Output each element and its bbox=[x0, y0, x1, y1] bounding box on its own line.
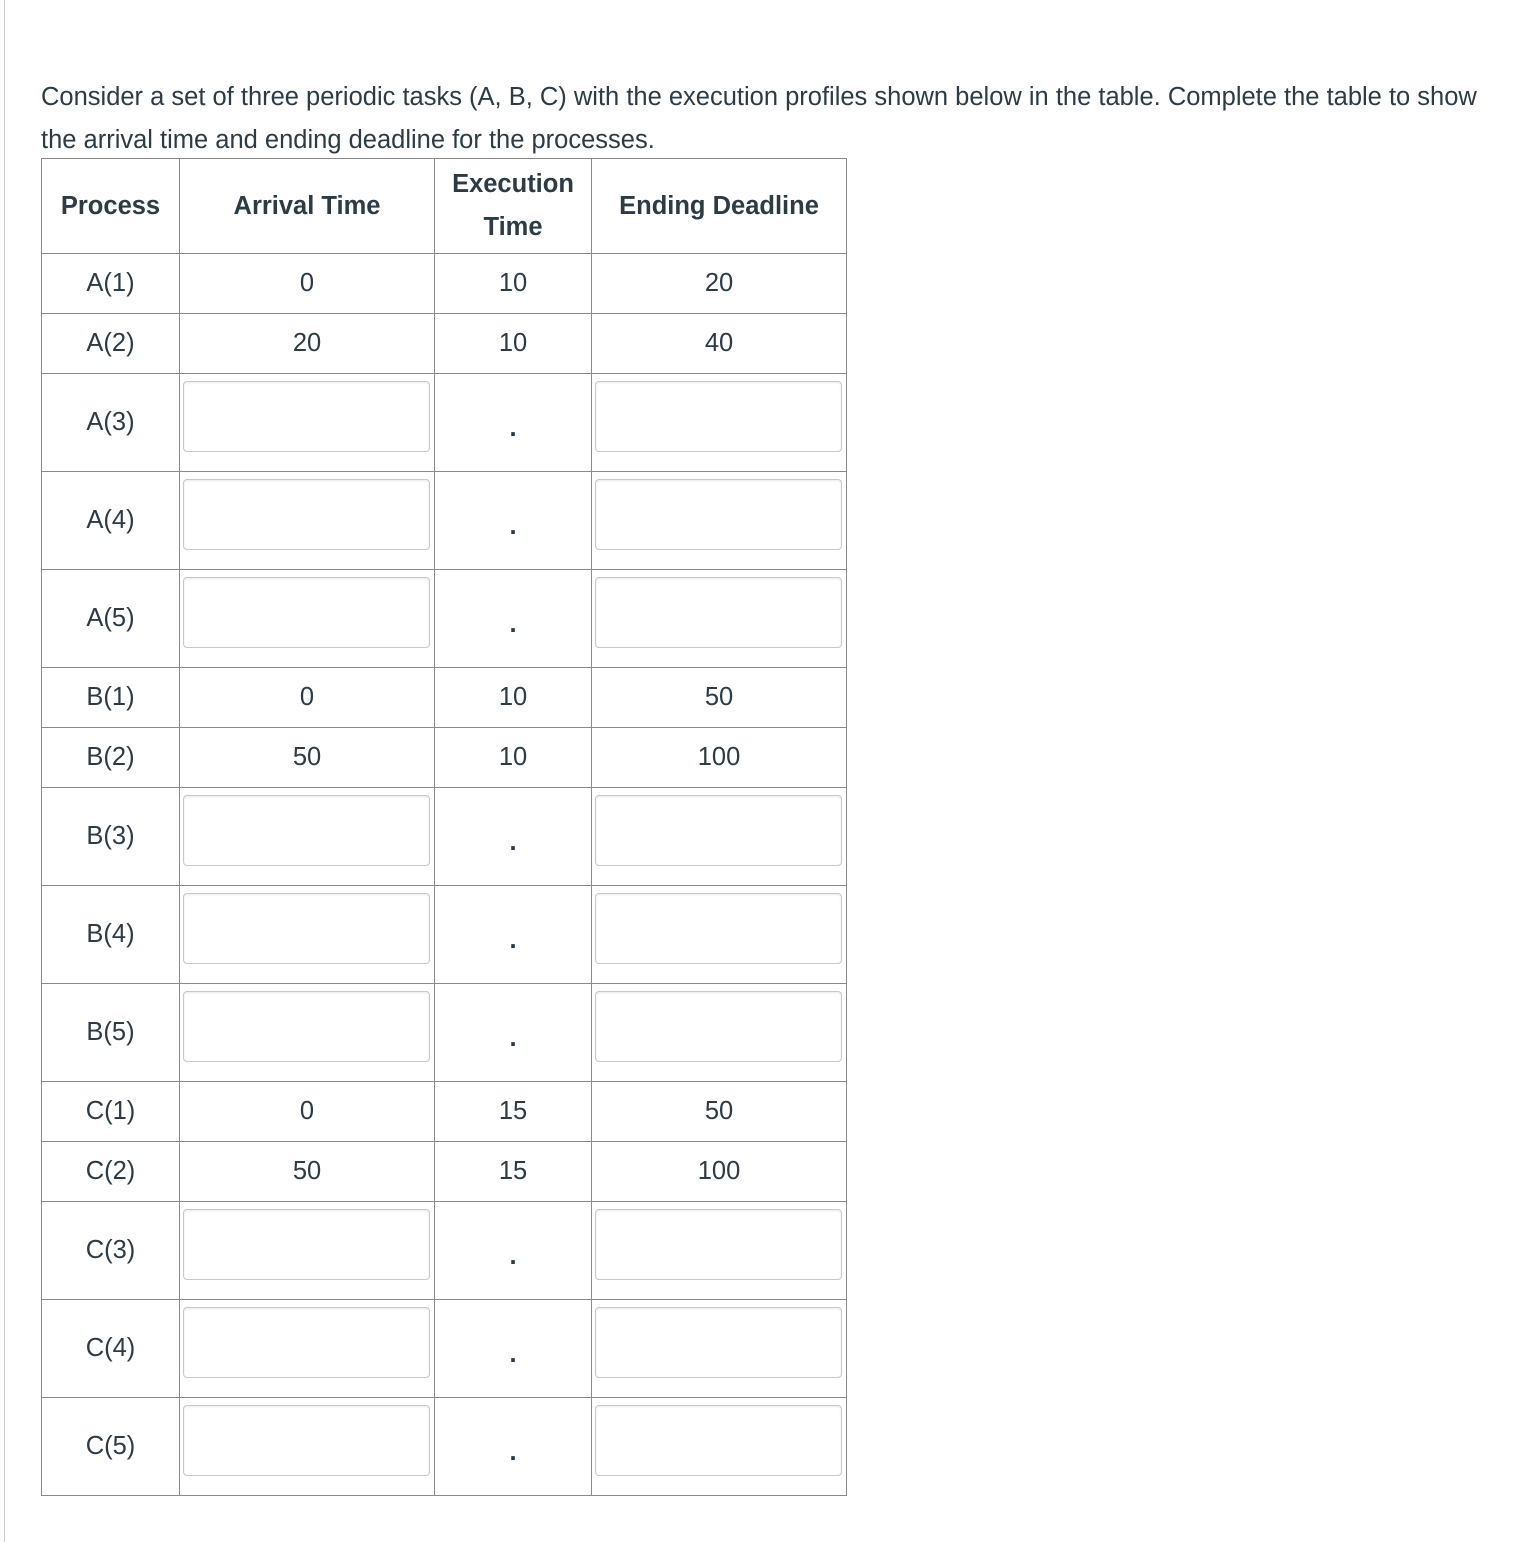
arrival-time-cell: 0 bbox=[180, 1082, 435, 1142]
execution-time-value: . bbox=[509, 610, 517, 638]
page-left-border bbox=[4, 0, 5, 1542]
execution-time-value: . bbox=[509, 414, 517, 442]
process-cell: C(4) bbox=[42, 1300, 180, 1398]
table-row bbox=[42, 788, 847, 886]
arrival-time-input[interactable] bbox=[183, 1209, 430, 1280]
execution-time-value: . bbox=[509, 926, 517, 954]
ending-deadline-input[interactable] bbox=[595, 1209, 842, 1280]
table-row bbox=[42, 1398, 847, 1496]
table-row bbox=[42, 728, 847, 788]
ending-deadline-cell bbox=[592, 1300, 847, 1398]
ending-deadline-cell bbox=[592, 374, 847, 472]
process-cell: A(3) bbox=[42, 374, 180, 472]
arrival-time-cell bbox=[180, 1202, 435, 1300]
header-execution-time bbox=[435, 159, 592, 254]
ending-deadline-cell: 50 bbox=[592, 668, 847, 728]
table-row bbox=[42, 668, 847, 728]
arrival-time-input[interactable] bbox=[183, 577, 430, 648]
process-cell: B(4) bbox=[42, 886, 180, 984]
process-cell: B(1) bbox=[42, 668, 180, 728]
execution-time-cell bbox=[435, 886, 592, 984]
table-row bbox=[42, 374, 847, 472]
arrival-time-cell: 50 bbox=[180, 1142, 435, 1202]
arrival-time-cell: 20 bbox=[180, 314, 435, 374]
execution-time-cell: 10 bbox=[435, 254, 592, 314]
table-row bbox=[42, 1082, 847, 1142]
execution-time-value: . bbox=[509, 1024, 517, 1052]
question-prompt: Consider a set of three periodic tasks (A, B, C) with the execution profiles shown below in the table. Complete the table to show the arrival time and ending deadline for the processes. bbox=[41, 82, 1477, 154]
table-header-row bbox=[42, 159, 847, 254]
ending-deadline-cell: 100 bbox=[592, 728, 847, 788]
arrival-time-cell: 0 bbox=[180, 668, 435, 728]
arrival-time-cell bbox=[180, 886, 435, 984]
arrival-time-cell bbox=[180, 1398, 435, 1496]
table-row bbox=[42, 984, 847, 1082]
execution-time-value: . bbox=[509, 828, 517, 856]
process-cell: B(3) bbox=[42, 788, 180, 886]
task-table bbox=[41, 158, 847, 1496]
execution-time-cell: 15 bbox=[435, 1142, 592, 1202]
execution-time-cell: 10 bbox=[435, 728, 592, 788]
table-row bbox=[42, 472, 847, 570]
arrival-time-input[interactable] bbox=[183, 991, 430, 1062]
execution-time-value: . bbox=[509, 1242, 517, 1270]
execution-time-cell bbox=[435, 984, 592, 1082]
ending-deadline-input[interactable] bbox=[595, 479, 842, 550]
ending-deadline-input[interactable] bbox=[595, 1307, 842, 1378]
arrival-time-cell bbox=[180, 1300, 435, 1398]
header-ending-deadline: Ending Deadline bbox=[592, 159, 847, 254]
table-row bbox=[42, 1300, 847, 1398]
arrival-time-input[interactable] bbox=[183, 893, 430, 964]
execution-time-value: . bbox=[509, 1340, 517, 1368]
arrival-time-cell: 50 bbox=[180, 728, 435, 788]
ending-deadline-input[interactable] bbox=[595, 991, 842, 1062]
ending-deadline-cell bbox=[592, 1398, 847, 1496]
ending-deadline-input[interactable] bbox=[595, 577, 842, 648]
arrival-time-input[interactable] bbox=[183, 1405, 430, 1476]
table-row bbox=[42, 886, 847, 984]
execution-time-cell bbox=[435, 1300, 592, 1398]
header-arrival-time: Arrival Time bbox=[180, 159, 435, 254]
execution-time-value: . bbox=[509, 512, 517, 540]
execution-time-cell bbox=[435, 1202, 592, 1300]
arrival-time-input[interactable] bbox=[183, 479, 430, 550]
execution-time-cell bbox=[435, 472, 592, 570]
execution-time-cell: 10 bbox=[435, 668, 592, 728]
ending-deadline-cell bbox=[592, 886, 847, 984]
ending-deadline-cell: 20 bbox=[592, 254, 847, 314]
process-cell: B(5) bbox=[42, 984, 180, 1082]
execution-time-cell bbox=[435, 570, 592, 668]
ending-deadline-input[interactable] bbox=[595, 1405, 842, 1476]
process-cell: A(1) bbox=[42, 254, 180, 314]
arrival-time-cell bbox=[180, 472, 435, 570]
process-cell: C(1) bbox=[42, 1082, 180, 1142]
table-row bbox=[42, 570, 847, 668]
execution-time-cell bbox=[435, 374, 592, 472]
arrival-time-input[interactable] bbox=[183, 1307, 430, 1378]
ending-deadline-input[interactable] bbox=[595, 381, 842, 452]
ending-deadline-cell: 100 bbox=[592, 1142, 847, 1202]
ending-deadline-input[interactable] bbox=[595, 893, 842, 964]
process-cell: C(2) bbox=[42, 1142, 180, 1202]
arrival-time-cell bbox=[180, 788, 435, 886]
arrival-time-input[interactable] bbox=[183, 795, 430, 866]
execution-time-value: . bbox=[509, 1438, 517, 1466]
execution-time-cell: 10 bbox=[435, 314, 592, 374]
process-cell: A(5) bbox=[42, 570, 180, 668]
ending-deadline-cell bbox=[592, 570, 847, 668]
process-cell: A(4) bbox=[42, 472, 180, 570]
arrival-time-cell: 0 bbox=[180, 254, 435, 314]
header-process: Process bbox=[42, 159, 180, 254]
process-cell: B(2) bbox=[42, 728, 180, 788]
ending-deadline-cell bbox=[592, 472, 847, 570]
arrival-time-cell bbox=[180, 570, 435, 668]
ending-deadline-cell: 50 bbox=[592, 1082, 847, 1142]
ending-deadline-cell bbox=[592, 1202, 847, 1300]
table-row bbox=[42, 314, 847, 374]
execution-time-cell bbox=[435, 788, 592, 886]
header-execution-time-label: Execution Time bbox=[452, 170, 574, 241]
execution-time-cell: 15 bbox=[435, 1082, 592, 1142]
arrival-time-cell bbox=[180, 374, 435, 472]
ending-deadline-cell bbox=[592, 788, 847, 886]
ending-deadline-input[interactable] bbox=[595, 795, 842, 866]
execution-time-cell bbox=[435, 1398, 592, 1496]
process-cell: A(2) bbox=[42, 314, 180, 374]
process-cell: C(5) bbox=[42, 1398, 180, 1496]
ending-deadline-cell bbox=[592, 984, 847, 1082]
table-row bbox=[42, 1142, 847, 1202]
arrival-time-input[interactable] bbox=[183, 381, 430, 452]
table-row bbox=[42, 254, 847, 314]
ending-deadline-cell: 40 bbox=[592, 314, 847, 374]
arrival-time-cell bbox=[180, 984, 435, 1082]
table-row bbox=[42, 1202, 847, 1300]
process-cell: C(3) bbox=[42, 1202, 180, 1300]
